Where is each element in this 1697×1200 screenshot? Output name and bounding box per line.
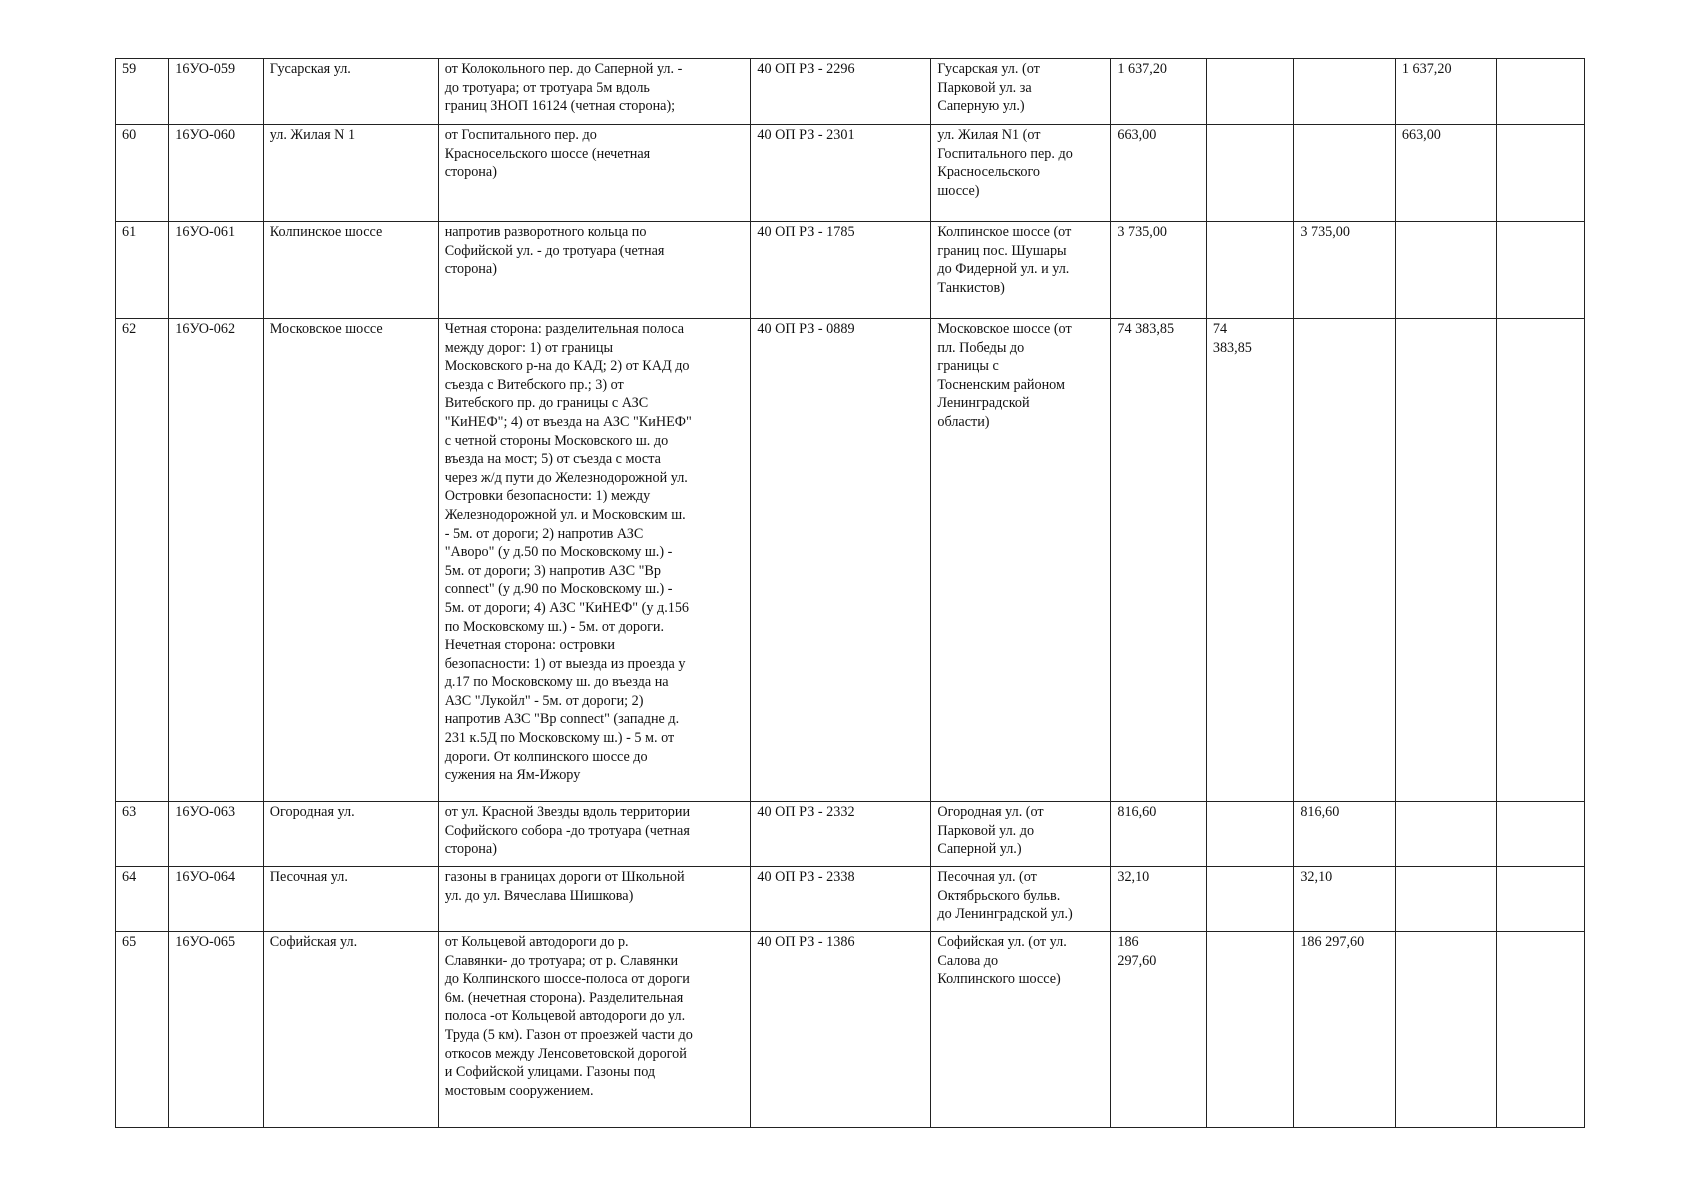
cell-text: 63 [122,804,137,820]
cell-text-line: Октябрьского бульв. [937,887,1061,904]
location-description-cell [438,867,751,932]
object-code-cell [169,125,264,222]
row-number-cell [116,867,169,932]
street-name-cell [263,867,438,932]
object-code-cell [169,932,264,1128]
area-col-1-cell [1206,932,1293,1128]
cell-text-line: Парковой ул. за [937,79,1032,96]
cell-text-line: ул. Жилая N1 (от [937,127,1041,143]
cell-text-line: Славянки- до тротуара; от р. Славянки [444,952,679,969]
cell-text-line: въезда на мост; 5) от съезда с моста [444,451,661,468]
cell-text-line: Витебского пр. до границы с АЗС [444,395,649,412]
cell-text-line: "Аворо" (у д.50 по Московскому ш.) - [444,544,673,561]
cell-text: Колпинское шоссе [269,224,383,240]
cell-text-line: Салова до [937,952,999,969]
road-name-cell [931,867,1111,932]
cell-text: 59 [122,61,137,77]
row-number-cell [116,802,169,867]
cell-text-line: Парковой ул. до [937,822,1035,839]
cell-text: 40 ОП РЗ - 1386 [757,934,855,950]
area-col-4-cell [1497,802,1585,867]
cell-text: 1 637,20 [1117,61,1167,77]
road-name-cell [931,319,1111,802]
cell-text: Московское шоссе [269,321,383,337]
object-code-cell [169,319,264,802]
area-col-2-cell [1294,222,1396,319]
cell-text: 16УО-064 [175,869,236,885]
area-col-2-cell [1294,867,1396,932]
cell-text-line: Колпинского шоссе) [937,971,1061,988]
cell-text-line: до Ленинградской ул.) [937,906,1073,923]
cell-text-line: напротив разворотного кольца по [444,224,647,240]
registry-number-cell [751,59,931,125]
area-col-3-cell [1395,932,1497,1128]
road-name-cell [931,932,1111,1128]
total-area-cell [1111,59,1207,125]
location-description-cell [438,932,751,1128]
total-area-cell [1111,222,1207,319]
cell-text-line: Четная сторона: разделительная полоса [444,321,685,337]
cell-text: 16УО-060 [175,127,236,143]
cell-text-line: границы с [937,358,999,375]
table-row [116,867,1585,932]
cell-text: 40 ОП РЗ - 2296 [757,61,855,77]
cell-text-line: до тротуара; от тротуара 5м вдоль [444,79,650,96]
cell-text-line: до Колпинского шоссе-полоса от дороги [444,971,690,988]
cell-text-line: от Колокольного пер. до Саперной ул. - [444,61,683,77]
cell-text-line: пл. Победы до [937,339,1025,356]
cell-text-line: 6м. (нечетная сторона). Разделительная [444,989,684,1006]
cell-text: 64 [122,869,137,885]
area-col-2-cell [1294,802,1396,867]
street-name-cell [263,932,438,1128]
cell-text-line: Островки безопасности: 1) между [444,488,651,505]
cell-text-line: откосов между Ленсоветовской дорогой [444,1045,687,1062]
area-col-2-cell [1294,59,1396,125]
road-name-cell [931,59,1111,125]
cell-text: 663,00 [1401,127,1441,143]
cell-text-line: границ ЗНОП 16124 (четная сторона); [444,98,676,115]
cell-text-line: Тосненским районом [937,376,1065,393]
cell-text: 3 735,00 [1117,224,1167,240]
table-row [116,222,1585,319]
street-name-cell [263,802,438,867]
street-name-cell [263,222,438,319]
cell-text-line: Огородная ул. (от [937,804,1044,820]
cell-text-line: д.17 по Московскому ш. до въезда на [444,674,669,691]
road-name-cell [931,125,1111,222]
cell-text-line: Ленинградской [937,395,1030,412]
row-number-cell [116,319,169,802]
cell-text-line: Красносельского шоссе (нечетная [444,145,651,162]
cell-text-line: Московское шоссе (от [937,321,1072,337]
cell-text: 186 297,60 [1300,934,1365,950]
cell-text-line: через ж/д пути до Железнодорожной ул. [444,469,688,486]
cell-text: 816,60 [1117,804,1157,820]
cell-text-line: до Фидерной ул. и ул. [937,261,1070,278]
cell-text: ул. Жилая N 1 [269,127,356,143]
table-row [116,125,1585,222]
street-name-cell [263,125,438,222]
area-col-1-cell [1206,319,1293,802]
area-col-3-cell [1395,319,1497,802]
cell-text-line: по Московскому ш.) - 5м. от дороги. [444,618,665,635]
area-col-4-cell [1497,125,1585,222]
cell-text: 60 [122,127,137,143]
object-code-cell [169,802,264,867]
cell-text-line: Нечетная сторона: островки [444,637,615,654]
table-row [116,932,1585,1128]
street-name-cell [263,319,438,802]
cell-text-line: сужения на Ям-Ижору [444,767,581,784]
cell-text: 40 ОП РЗ - 2338 [757,869,855,885]
area-col-3-cell [1395,222,1497,319]
cell-text: 816,60 [1300,804,1340,820]
cell-text-line: ул. до ул. Вячеслава Шишкова) [444,887,634,904]
area-col-1-cell [1206,59,1293,125]
cell-text: 16УО-063 [175,804,236,820]
object-code-cell [169,867,264,932]
cell-text-line: с четной стороны Московского ш. до [444,432,669,449]
cell-text: Песочная ул. [269,869,348,885]
registry-number-cell [751,932,931,1128]
cell-text-line: 5м. от дороги; 3) напротив АЗС "Вр [444,562,661,579]
object-code-cell [169,222,264,319]
cell-text-line: 5м. от дороги; 4) АЗС "КиНЕФ" (у д.156 [444,599,690,616]
cell-text: 62 [122,321,137,337]
cell-text: Огородная ул. [269,804,355,820]
area-col-4-cell [1497,59,1585,125]
area-col-1-cell [1206,125,1293,222]
area-col-3-cell [1395,867,1497,932]
cell-text: 16УО-059 [175,61,236,77]
area-col-4-cell [1497,222,1585,319]
cell-text-line: напротив АЗС "Вр connect" (западне д. [444,711,680,728]
cell-text: 16УО-062 [175,321,236,337]
cell-text: 61 [122,224,137,240]
cell-text: 3 735,00 [1300,224,1350,240]
area-col-2-cell [1294,932,1396,1128]
register-table-body [116,59,1585,1128]
table-row [116,319,1585,802]
cell-text-line: Саперной ул.) [937,841,1022,858]
cell-text: 32,10 [1117,869,1150,885]
cell-text-line: - 5м. от дороги; 2) напротив АЗС [444,525,644,542]
registry-number-cell [751,867,931,932]
register-table [115,58,1585,1128]
cell-text-line: Гусарская ул. (от [937,61,1040,77]
registry-number-cell [751,222,931,319]
cell-text: 40 ОП РЗ - 2301 [757,127,855,143]
cell-text-line: 383,85 [1212,339,1252,356]
area-col-4-cell [1497,867,1585,932]
street-name-cell [263,59,438,125]
location-description-cell [438,125,751,222]
cell-text-line: безопасности: 1) от выезда из проезда у [444,655,686,672]
area-col-1-cell [1206,222,1293,319]
total-area-cell [1111,932,1207,1128]
cell-text: 16УО-061 [175,224,236,240]
area-col-1-cell [1206,867,1293,932]
location-description-cell [438,59,751,125]
cell-text: 663,00 [1117,127,1157,143]
area-col-3-cell [1395,802,1497,867]
cell-text: Гусарская ул. [269,61,351,77]
cell-text-line: Песочная ул. (от [937,869,1037,885]
cell-text-line: АЗС "Лукойл" - 5м. от дороги; 2) [444,692,644,709]
area-col-1-cell [1206,802,1293,867]
cell-text-line: шоссе) [937,182,980,199]
cell-text-line: сторона) [444,841,497,858]
cell-text-line: границ пос. Шушары [937,242,1067,259]
cell-text-line: 231 к.5Д по Московскому ш.) - 5 м. от [444,730,675,747]
total-area-cell [1111,867,1207,932]
cell-text-line: 297,60 [1117,952,1157,969]
cell-text: 1 637,20 [1401,61,1452,77]
area-col-4-cell [1497,932,1585,1128]
cell-text-line: Госпитального пер. до [937,145,1073,162]
total-area-cell [1111,319,1207,802]
location-description-cell [438,222,751,319]
table-row [116,802,1585,867]
cell-text-line: и Софийской улицами. Газоны под [444,1064,656,1081]
row-number-cell [116,125,169,222]
cell-text-line: 186 [1117,934,1139,950]
cell-text-line: Танкистов) [937,279,1005,296]
area-col-3-cell [1395,59,1497,125]
cell-text-line: от ул. Красной Звезды вдоль территории [444,804,691,820]
cell-text-line: Красносельского [937,164,1041,181]
total-area-cell [1111,802,1207,867]
total-area-cell [1111,125,1207,222]
cell-text: 40 ОП РЗ - 1785 [757,224,855,240]
cell-text-line: съезда с Витебского пр.; 3) от [444,376,624,393]
cell-text-line: между дорог: 1) от границы [444,339,614,356]
cell-text-line: от Кольцевой автодороги до р. [444,934,629,950]
area-col-2-cell [1294,319,1396,802]
cell-text-line: полоса -от Кольцевой автодороги до ул. [444,1008,686,1025]
cell-text: 65 [122,934,137,950]
cell-text: Софийская ул. [269,934,358,950]
road-name-cell [931,802,1111,867]
cell-text-line: Московского р-на до КАД; 2) от КАД до [444,358,690,375]
cell-text: 40 ОП РЗ - 2332 [757,804,855,820]
registry-number-cell [751,125,931,222]
row-number-cell [116,222,169,319]
cell-text-line: 74 [1212,321,1228,337]
area-col-4-cell [1497,319,1585,802]
cell-text-line: connect" (у д.90 по Московскому ш.) - [444,581,673,598]
registry-number-cell [751,802,931,867]
cell-text-line: Софийского собора -до тротуара (четная [444,822,690,839]
road-name-cell [931,222,1111,319]
cell-text-line: области) [937,413,990,430]
object-code-cell [169,59,264,125]
cell-text-line: Труда (5 км). Газон от проезжей части до [444,1026,693,1043]
cell-text-line: дороги. От колпинского шоссе до [444,748,648,765]
location-description-cell [438,319,751,802]
cell-text-line: газоны в границах дороги от Школьной [444,869,685,885]
cell-text-line: сторона) [444,164,497,181]
cell-text: 16УО-065 [175,934,236,950]
cell-text: 74 383,85 [1117,321,1175,337]
cell-text-line: Колпинское шоссе (от [937,224,1072,240]
cell-text-line: мостовым сооружением. [444,1082,594,1099]
cell-text-line: Железнодорожной ул. и Московским ш. [444,506,686,523]
cell-text-line: от Госпитального пер. до [444,127,597,143]
registry-number-cell [751,319,931,802]
area-col-2-cell [1294,125,1396,222]
row-number-cell [116,59,169,125]
cell-text-line: Саперную ул.) [937,98,1025,115]
cell-text-line: Софийская ул. (от ул. [937,934,1067,950]
row-number-cell [116,932,169,1128]
table-row [116,59,1585,125]
cell-text: 32,10 [1300,869,1333,885]
area-col-3-cell [1395,125,1497,222]
location-description-cell [438,802,751,867]
cell-text-line: сторона) [444,261,497,278]
cell-text: 40 ОП РЗ - 0889 [757,321,855,337]
cell-text-line: "КиНЕФ"; 4) от въезда на АЗС "КиНЕФ" [444,413,692,430]
cell-text-line: Софийской ул. - до тротуара (четная [444,242,665,259]
